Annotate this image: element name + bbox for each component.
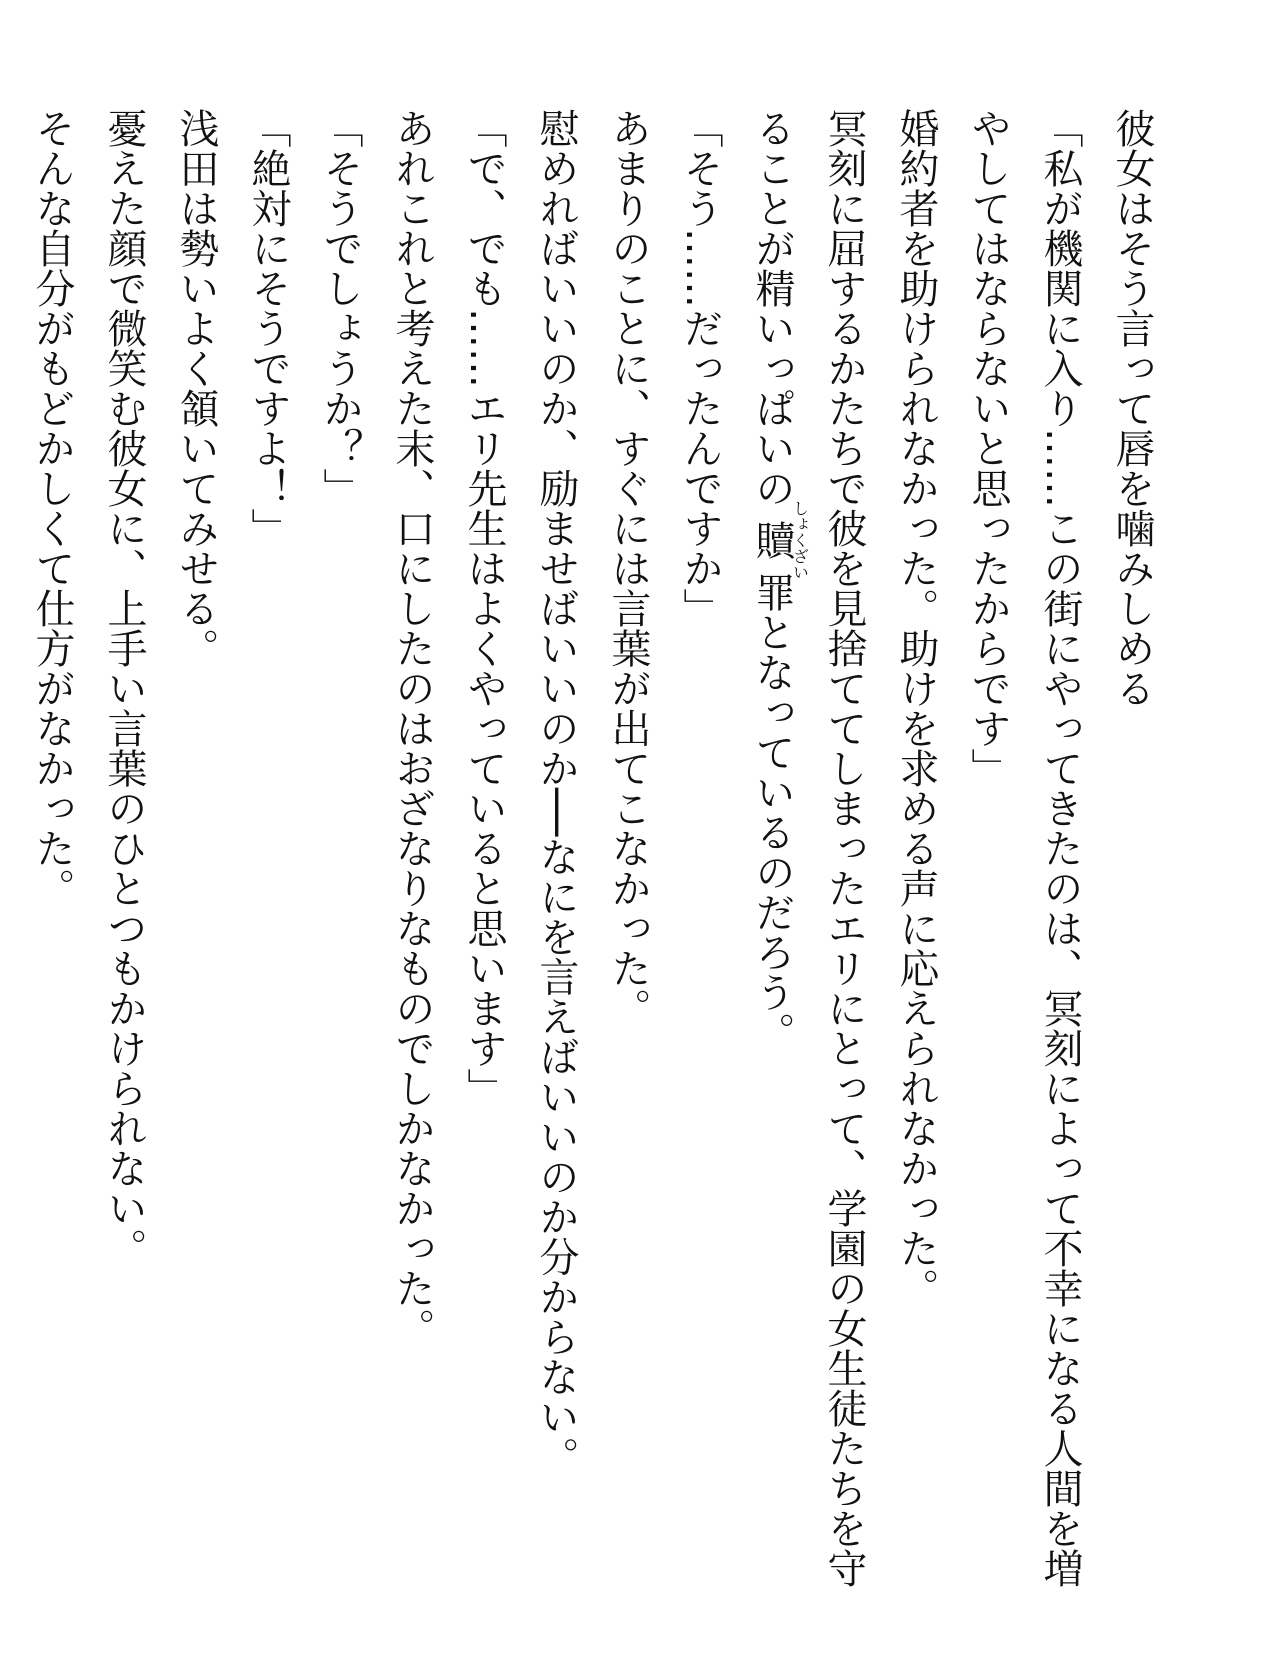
text-line: 「絶対にそうですよ！」 <box>245 108 291 548</box>
text-line: あれこれと考えた末、口にしたのはおざなりなものでしかなかった。 <box>389 108 435 1348</box>
text-segment: 冥刻に屈するかたちで彼を見捨ててしまったエリにとって、学園の女生徒たちを守ることが精いっぱいの <box>749 108 867 1588</box>
text-line: 憂えた顔で微笑む彼女に、上手い言葉のひとつもかけられない。 <box>101 108 147 1268</box>
text-line-with-ruby <box>736 108 880 1588</box>
text-line: 「で、でも……エリ先生はよくやっていると思います」 <box>461 108 507 1108</box>
text-segment: 罪となっているのだろう。 <box>749 572 795 1052</box>
ruby-base: 贖 <box>749 500 795 580</box>
text-line: あまりのことに、すぐには言葉が出てこなかった。 <box>605 108 651 1028</box>
text-line: 婚約者を助けられなかった。助けを求める声に応えられなかった。 <box>893 108 939 1308</box>
text-line: 「そうでしょうか？」 <box>317 108 363 508</box>
text-line: 「私が機関に入り……この街にやってきたのは、冥刻によって不幸になる人間を増やしてはならないと思ったからです」 <box>965 108 1083 1588</box>
text-line: 彼女はそう言って唇を噛みしめる <box>1109 108 1155 708</box>
text-line: そんな自分がもどかしくて仕方がなかった。 <box>29 108 75 908</box>
text-line: 浅田は勢いよく頷いてみせる。 <box>173 108 219 668</box>
text-line: 慰めればいいのか、励ませばいいのか──なにを言えばいいのか分からない。 <box>533 108 579 1477</box>
ruby-reading: しょくざい <box>790 500 810 580</box>
text-line: 「そう……だったんですか」 <box>677 108 723 628</box>
ruby-annotation <box>749 500 810 580</box>
vertical-text-block <box>16 108 1168 1588</box>
